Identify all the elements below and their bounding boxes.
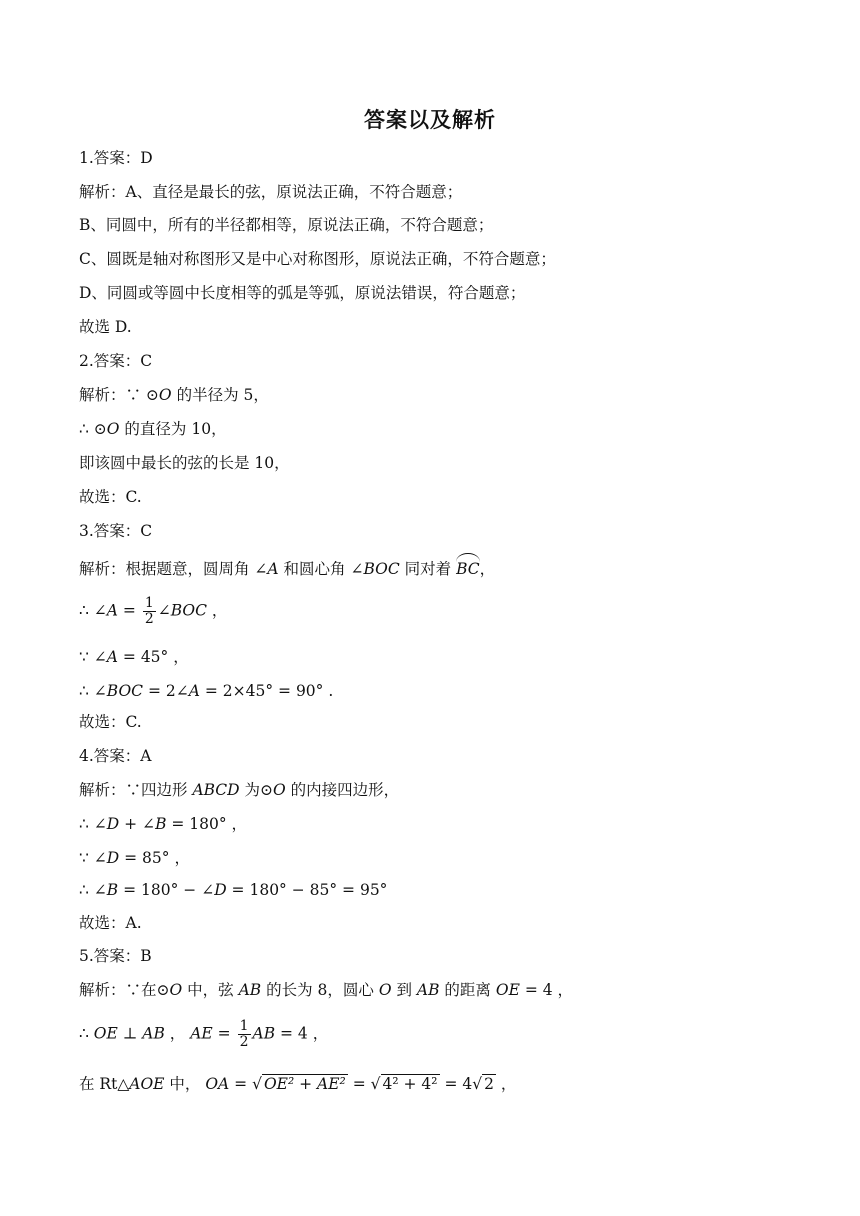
q5-fraction [238,1019,251,1050]
q2-l2-suffix: 的直径为 10， [119,420,227,438]
q1-answer: 1.答案：D [79,149,153,167]
q5-sqrt-2: 4² + 4² [382,1075,438,1093]
q5-line-2 [79,1019,328,1050]
q3-l2-e: BOC [170,601,207,620]
q5-l2-b: OE [93,1024,118,1043]
q4-l4-d: D [214,881,227,899]
q4-l2-a: ∴ ∠ [79,815,107,833]
q5-l3-f: = [347,1075,371,1093]
q3-l4-b: BOC [106,682,144,700]
q3-answer: 3.答案：C [79,522,153,540]
q3-l1-e: 同对着 [399,560,457,578]
q2-l1-var: O [158,386,172,404]
q1-line-3: C、圆既是轴对称图形又是中心对称图形，原说法正确，不符合题意； [79,250,556,268]
q4-l3-b: D [106,849,120,867]
q3-l1-d: BOC [363,560,400,578]
q1-line-4: D、同圆或等圆中长度相等的弧是等弧，原说法错误，符合题意； [79,284,526,302]
q4-line-2 [79,813,247,835]
sqrt-sign-3: √ [472,1075,483,1093]
q3-line-4 [79,680,333,702]
q5-l1-c: 中，弦 [182,981,239,999]
q3-fraction [143,596,156,627]
q3-l2-f: ， [207,601,228,620]
q4-l1-c: 为⊙ [239,781,274,799]
q4-l1-b: ABCD [192,781,240,799]
q5-sqrt-1: OE² + AE² [263,1075,346,1093]
q5-answer: 5.答案：B [79,947,152,965]
q3-l2-c: = [117,601,141,620]
q2-line-3: 即该圆中最长的弦的长是 10， [79,454,290,472]
q4-l4-c: = 180° − ∠ [118,881,215,899]
q3-l1-c: 和圆心角 ∠ [278,560,364,578]
q5-l2-h: AB [252,1024,276,1043]
q3-l2-b: A [106,601,118,620]
q3-line-5: 故选：C. [79,713,142,731]
q5-frac-den: 2 [239,1034,249,1050]
q5-l1-k: = 4 ， [519,981,574,999]
q3-l4-e: = 2×45° = 90° . [199,682,334,700]
q1-line-1: 解析：A、直径是最长的弦，原说法正确，不符合题意； [79,183,463,201]
q4-l1-a: 解析：∵四边形 [79,781,193,799]
q2-line-1 [79,384,269,406]
q5-l3-h: ， [495,1075,517,1093]
sqrt-sign-2: √ [370,1075,381,1093]
q5-line-1 [79,979,573,1001]
page-title: 答案以及解析 [364,107,496,132]
q5-l3-d: OA [205,1075,230,1093]
q5-l1-f: O [378,981,392,999]
q3-l4-a: ∴ ∠ [79,682,107,700]
q4-line-3 [79,847,190,869]
q4-l4-e: = 180° − 85° = 95° [226,881,388,899]
q5-frac-num: 1 [239,1018,249,1034]
q3-l3-c: = 45° ， [117,648,189,666]
q2-l1-suffix: 的半径为 5， [171,386,269,404]
q5-l1-i: 的距离 [439,981,496,999]
q3-frac-num: 1 [144,595,154,611]
q5-l2-a: ∴ [79,1024,94,1043]
q5-l1-e: 的长为 8，圆心 [261,981,379,999]
q1-line-2: B、同圆中，所有的半径都相等，原说法正确，不符合题意； [79,216,494,234]
q4-l2-e: = 180° ， [166,815,248,833]
q5-l3-c: 中， [164,1075,206,1093]
q2-line-2 [79,418,227,440]
q2-l2-var: O [106,420,120,438]
q4-l4-a: ∴ ∠ [79,881,107,899]
q5-l2-d: AB [142,1024,165,1043]
q3-frac-den: 2 [144,611,154,627]
q5-l1-d: AB [238,981,262,999]
q4-l1-e: 的内接四边形， [285,781,400,799]
q5-l3-g: = 4 [439,1075,473,1093]
q2-l1-prefix: 解析：∵ ⊙ [79,386,159,404]
q5-l1-j: OE [495,981,520,999]
q2-l2-prefix: ∴ ⊙ [79,420,107,438]
q5-l2-e: ， [164,1024,191,1043]
q3-l4-d: A [188,682,200,700]
q4-line-1 [79,779,399,801]
q4-l4-b: B [106,881,119,899]
q3-l1-b: A [267,560,279,578]
q4-l3-a: ∵ ∠ [79,849,107,867]
q3-l4-c: = 2∠ [143,682,189,700]
q5-l2-f: AE [190,1024,213,1043]
q4-l2-b: D [106,815,120,833]
q5-l2-g: = [212,1024,236,1043]
q5-l1-b: O [169,981,183,999]
q3-l3-b: A [106,648,118,666]
q4-line-5: 故选：A. [79,914,142,932]
q5-sqrt-3: 2 [484,1075,494,1093]
q4-answer: 4.答案：A [79,747,152,765]
q3-line-2 [79,596,227,627]
q3-l3-a: ∵ ∠ [79,648,107,666]
q4-l2-c: + ∠ [119,815,156,833]
q3-l2-d: ∠ [157,601,171,620]
q5-l1-a: 解析：∵在⊙ [79,981,170,999]
q4-line-4 [79,879,387,901]
q3-line-1 [79,558,495,580]
q5-l3-a: 在 Rt△ [79,1075,130,1093]
q5-l2-i: = 4 ， [275,1024,329,1043]
q5-l3-e: = [229,1075,253,1093]
sqrt-sign-1: √ [252,1075,262,1093]
q2-line-4: 故选：C. [79,488,142,506]
q4-l3-c: = 85° ， [119,849,190,867]
q3-l1-a: 解析：根据题意，圆周角 ∠ [79,560,268,578]
q3-l2-a: ∴ ∠ [79,601,107,620]
q2-answer: 2.答案：C [79,352,153,370]
q5-l3-b: AOE [129,1075,165,1093]
q5-l1-h: AB [416,981,440,999]
q4-l1-d: O [273,781,286,799]
q5-l2-c: ⊥ [117,1024,143,1043]
q3-line-3 [79,646,189,668]
q5-l1-g: 到 [391,981,417,999]
q3-arc-bc: BC [456,560,480,578]
q3-l1-f: ， [479,560,496,578]
q4-l2-d: B [155,815,167,833]
q5-line-3 [79,1073,516,1095]
q1-line-5: 故选 D. [79,318,132,336]
